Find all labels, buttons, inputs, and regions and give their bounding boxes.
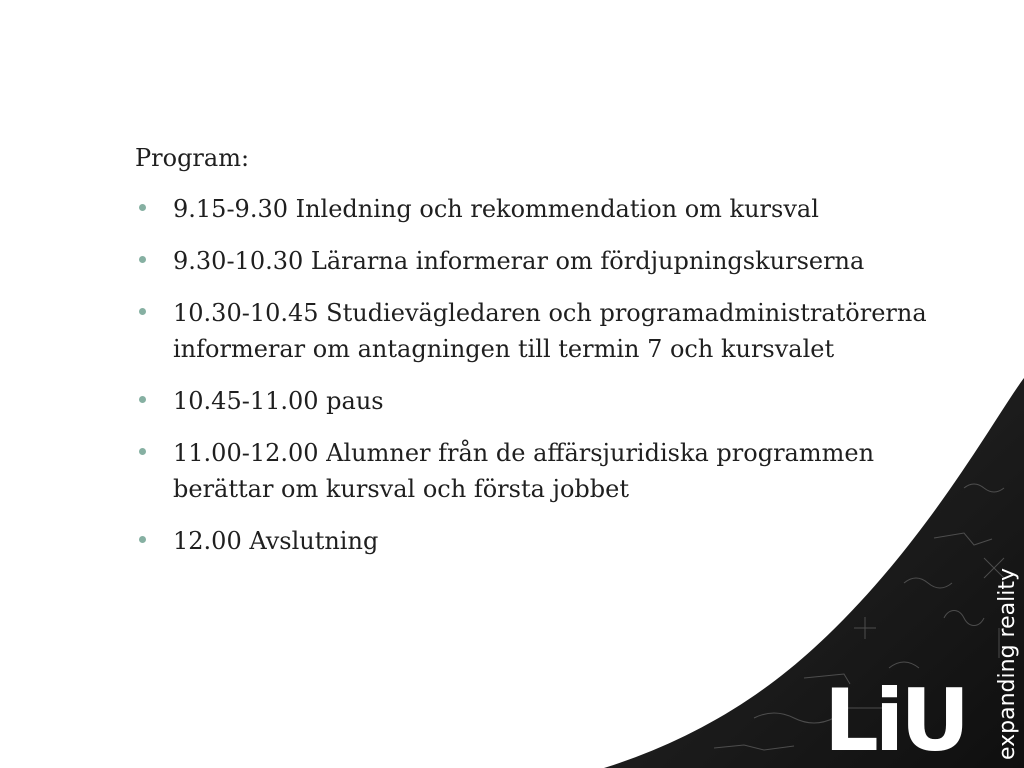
bullet-icon [139, 308, 146, 315]
bullet-icon [139, 396, 146, 403]
bullet-icon [139, 204, 146, 211]
agenda-item-text: 10.45-11.00 paus [173, 387, 384, 415]
bullet-icon [139, 536, 146, 543]
tagline-text: expanding reality [995, 568, 1020, 760]
program-heading: Program: [135, 144, 250, 172]
agenda-item-text: 11.00-12.00 Alumner från de affärsjuridiska programmen berättar om kursval och första jobbet [173, 439, 875, 503]
bullet-icon [139, 256, 146, 263]
agenda-item-text: 9.15-9.30 Inledning och rekommendation om kursval [173, 195, 819, 223]
agenda-item-text: 12.00 Avslutning [173, 527, 379, 555]
corner-svg [604, 378, 1024, 768]
agenda-item-text: 9.30-10.30 Lärarna informerar om fördjupningskurserna [173, 247, 865, 275]
corner-graphic [604, 378, 1024, 768]
bullet-icon [139, 448, 146, 455]
list-item [135, 243, 935, 279]
list-item [135, 191, 935, 227]
agenda-item-text: 10.30-10.45 Studievägledaren och programadministratörerna informerar om antagningen till termin 7 och kursvalet [173, 299, 927, 363]
liu-logo: LiU [824, 671, 967, 768]
list-item [135, 295, 935, 367]
